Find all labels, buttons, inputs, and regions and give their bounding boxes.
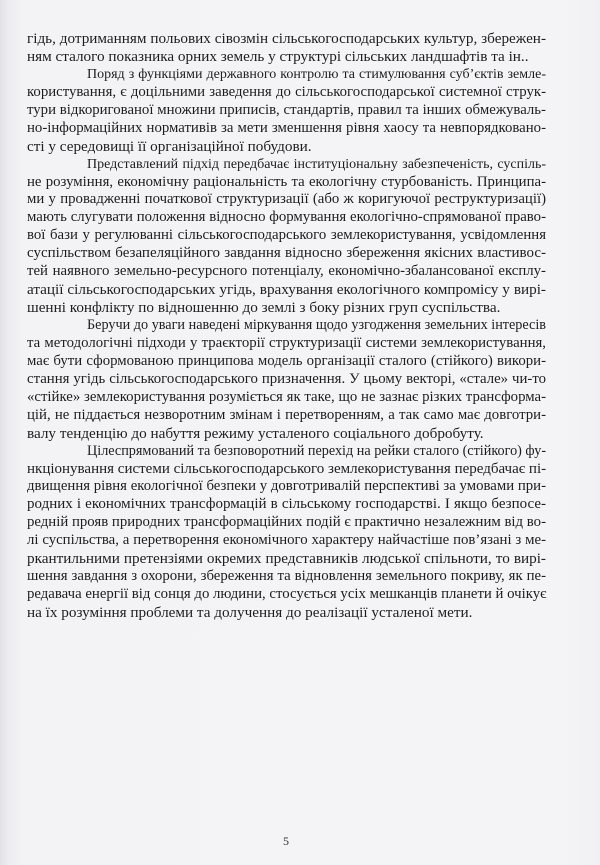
- text-line: ркантильними претензіями окремих представників людської спільноти, то вирі-: [27, 550, 546, 568]
- text-line: Цілеспрямований та безповоротний перехід на рейки сталого (стійкого) фу-: [87, 442, 547, 459]
- text-line: Представлений підхід передбачає інституціональну забезпеченість, суспіль-: [87, 156, 546, 172]
- text-line: користування, є доцільними заведення до сільськогосподарської системної струк-: [27, 83, 546, 100]
- text-line: Беручи до уваги наведені міркування щодо узгодження земельних інтересів: [87, 317, 546, 333]
- text-line: атації сільськогосподарських угідь, врахування екологічного компромісу у вирі-: [27, 281, 546, 299]
- text-line: Поряд з функціями державного контролю та стимулювання суб’єктів земле-: [87, 66, 546, 82]
- text-line: цій, не піддається незворотним змінам і перетворенням, а так само має довготри-: [27, 406, 546, 423]
- text-line: тей наявного земельно-ресурсного потенціалу, економічно-збалансованої експлу-: [27, 263, 546, 280]
- page-number: 5: [283, 834, 289, 848]
- text-line: «стійке» землекористування розуміється як таке, що не зазнає різких трансформа-: [27, 388, 546, 405]
- text-line: родних і економічних трансформацій в сільському господарстві. І якщо безпосе-: [27, 496, 546, 513]
- text-line: ми у провадженні початкової структуризації (або ж коригуючої реструктуризації): [27, 191, 546, 208]
- text-line: шенні конфлікту по відношенню до землі з боку різних груп суспільства.: [27, 299, 501, 317]
- text-line: тури відкоригованої множини приписів, стандартів, правил та інших обмежуваль-: [27, 101, 546, 118]
- text-line: двищення рівня екологічної безпеки у довготривалій перспективі за умовами при-: [27, 478, 546, 495]
- text-line: суспільством безапеляційного завдання відносно збереження якісних властивос-: [27, 245, 546, 262]
- text-line: на їх розуміння проблеми та долучення до реалізації усталеної мети.: [27, 604, 473, 621]
- text-line: не розуміння, економічну раціональність та екологічну стурбованість. Принципа-: [27, 173, 546, 190]
- text-line: лі суспільства, а перетворення економічного характеру найчастіше пов’язані з ме-: [27, 532, 546, 549]
- text-line: вої бази у регулюванні сільськогосподарського землекористування, усвідомлення: [27, 227, 546, 244]
- text-line: сті у середовищі її організаційної побудови.: [27, 137, 312, 155]
- text-line: редній прояв природних трансформаційних подій є практично незалежним від во-: [27, 514, 546, 531]
- text-line: мають слугувати положення відносно формування екологічно-спрямованої право-: [27, 209, 546, 226]
- text-line: стання угідь сільськогосподарського призначення. У цьому векторі, «стале» чи-то: [27, 370, 546, 387]
- text-line: має бути сформованою принципова модель організації сталого (стійкого) викори-: [27, 352, 546, 369]
- text-line: валу тенденцію до набуття режиму усталеного соціального добробуту.: [27, 424, 484, 442]
- text-line: нкціонування системи сільськогосподарського землекористування передбачає пі-: [27, 460, 547, 477]
- text-line: редавача енергії від сонця до людини, стосується усіх мешканців планети й очікує: [27, 586, 547, 603]
- text-line: ням сталого показника орних земель у структурі сільських ландшафтів та ін..: [27, 47, 529, 65]
- text-line: шення завдання з охорони, збереження та відновлення земельного покриву, як пе-: [27, 568, 546, 585]
- body-text: [27, 30, 546, 622]
- text-line: гідь, дотриманням польових сівозмін сільськогосподарських культур, збережен-: [27, 30, 546, 47]
- text-line: но-інформаційних нормативів за мети зменшення рівня хаосу та невпорядковано-: [27, 119, 546, 136]
- text-line: та методологічні підходи у траєкторії структуризації системи землекористування,: [27, 334, 546, 351]
